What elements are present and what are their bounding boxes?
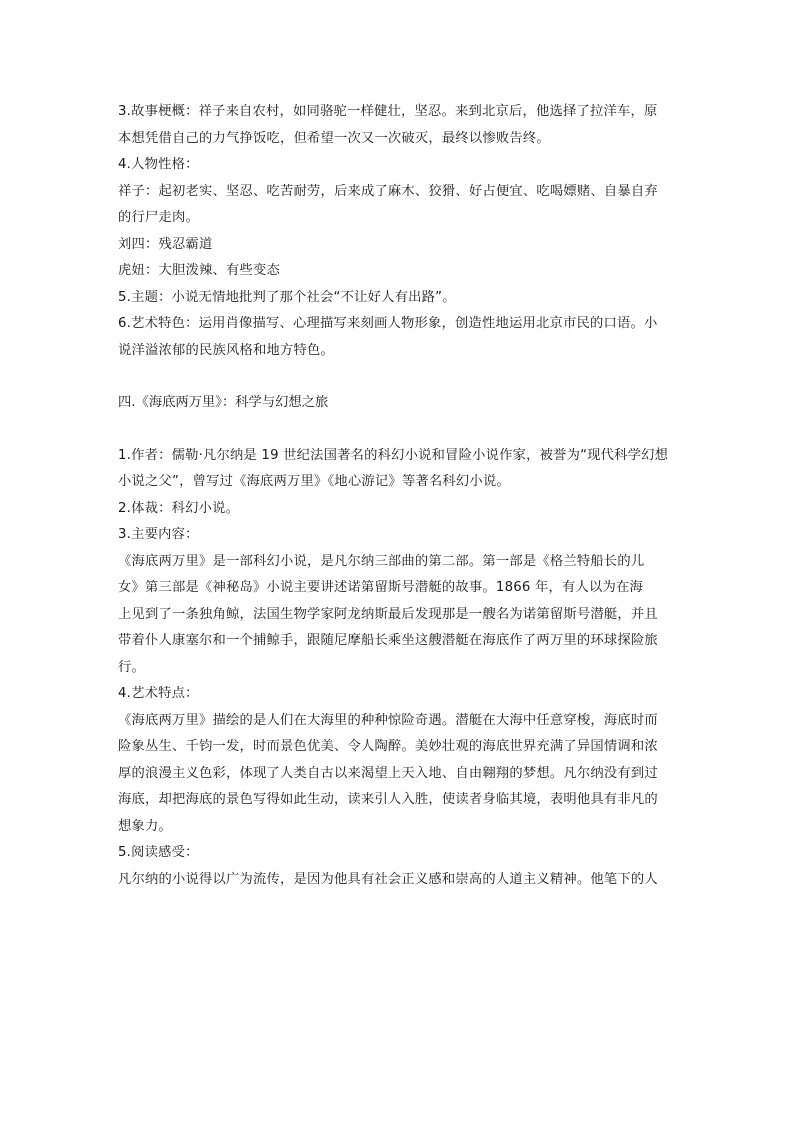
text-line: 1.作者：儒勒·凡尔纳是 19 世纪法国著名的科幻小说和冒险小说作家，被誉为“现代科学幻想 [118, 447, 669, 463]
text-line: 小说之父”，曾写过《海底两万里》《地心游记》等著名科幻小说。 [118, 474, 510, 489]
text-line: 上见到了一条独角鲸，法国生物学家阿龙纳斯最后发现那是一艘名为诺第留斯号潜艇，并且 [118, 606, 658, 622]
text-line: 行。 [118, 659, 145, 675]
genre: 2.体裁：科幻小说。 [118, 500, 240, 516]
spacer [118, 364, 678, 390]
section-heading: 四.《海底两万里》：科学与幻想之旅 [118, 395, 329, 410]
character-xiangzi [118, 179, 678, 232]
text-line: 《海底两万里》是一部科幻小说，是凡尔纳三部曲的第二部。第一部是《格兰特船长的儿 [118, 553, 645, 569]
text-line: 带着仆人康塞尔和一个捕鲸手，跟随尼摩船长乘坐这艘潜艇在海底作了两万里的环球探险旅 [118, 633, 658, 648]
content-paragraph [118, 549, 678, 682]
document-page [118, 99, 678, 893]
text-line: 女》第三部是《神秘岛》小说主要讲述诺第留斯号潜艇的故事。1866 年，有人以为在海 [118, 580, 643, 595]
text-line: 海底，却把海底的景色写得如此生动，读来引人入胜，使读者身临其境，表明他具有非凡的 [118, 792, 658, 807]
text-line: 祥子：起初老实、坚忍、吃苦耐劳，后来成了麻木、狡猾、好占便宜、吃喝嫖赌、自暴自弃 [118, 183, 658, 199]
author-info [118, 443, 678, 496]
character-liusi: 刘四：残忍霸道 [118, 236, 213, 252]
text-line: 3.故事梗概：祥子来自农村，如同骆驼一样健壮，坚忍。来到北京后，他选择了拉洋车，原 [118, 104, 658, 119]
text-line: 说洋溢浓郁的民族风格和地方特色。 [118, 342, 334, 358]
feeling-label: 5.阅读感受： [118, 845, 199, 860]
text-line: 《海底两万里》描绘的是人们在大海里的种种惊险奇遇。潜艇在大海中任意穿梭，海底时而 [118, 712, 658, 728]
features-paragraph [118, 708, 678, 841]
character-huniu: 虎妞：大胆泼辣、有些变态 [118, 263, 280, 278]
text-line: 本想凭借自己的力气挣饭吃，但希望一次又一次破灭，最终以惨败告终。 [118, 130, 550, 146]
text-line: 想象力。 [118, 818, 172, 834]
story-summary [118, 99, 678, 152]
text-line: 厚的浪漫主义色彩，体现了人类自古以来渴望上天入地、自由翱翔的梦想。凡尔纳没有到过 [118, 765, 658, 781]
artistic-features [118, 311, 678, 364]
features-label: 4.艺术特点： [118, 686, 199, 701]
text-line: 6.艺术特色：运用肖像描写、心理描写来刻画人物形象，创造性地运用北京市民的口语。小 [118, 316, 658, 331]
character-label: 4.人物性格： [118, 157, 199, 172]
spacer [118, 417, 678, 443]
feeling-paragraph [118, 867, 678, 894]
text-line: 凡尔纳的小说得以广为流传，是因为他具有社会正义感和崇高的人道主义精神。他笔下的人 [118, 871, 658, 887]
text-line: 的行尸走肉。 [118, 210, 199, 225]
theme: 5.主题：小说无情地批判了那个社会“不让好人有出路”。 [118, 289, 456, 305]
content-label: 3.主要内容： [118, 527, 199, 542]
text-line: 险象丛生、千钧一发，时而景色优美、令人陶醉。美妙壮观的海底世界充满了异国情调和浓 [118, 739, 658, 754]
